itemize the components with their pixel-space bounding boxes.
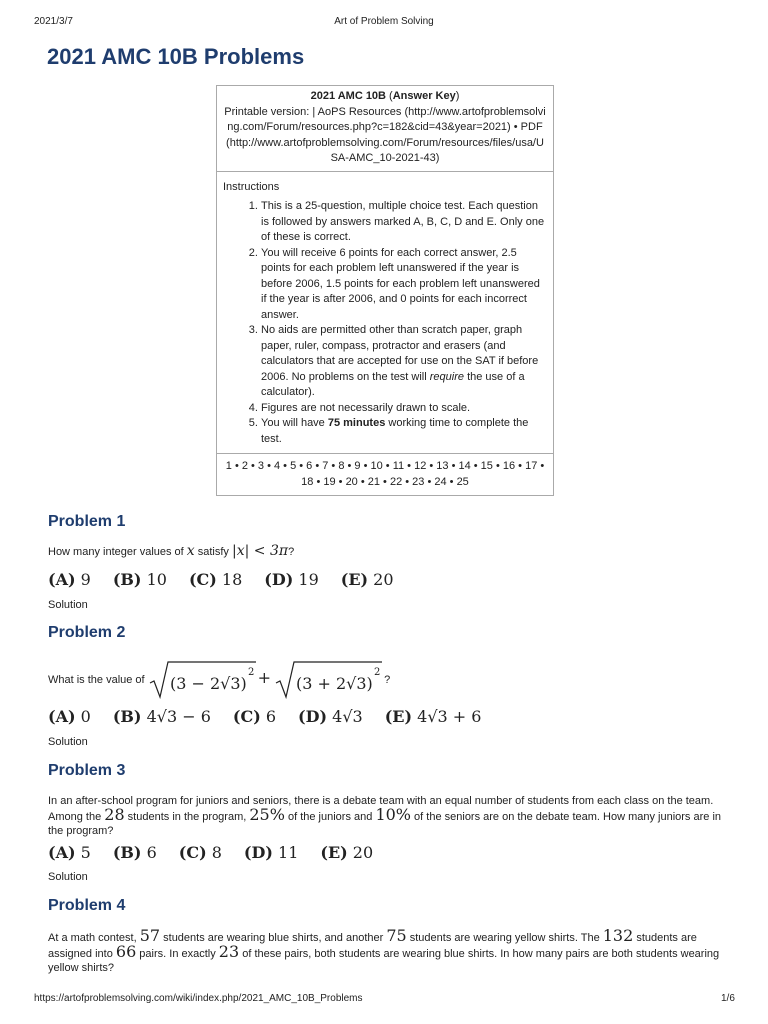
answer-choice: (D) 4√3 — [298, 707, 363, 726]
printable-version-line[interactable]: Printable version: | AoPS Resources (http://www.artofproblemsolving.com/Forum/resources.php?c=182&cid=43&year=2021) • PDF (http://www.artofproblemsolving.com/Forum/resources/files/usa/USA-AMC_10-2021-43) — [224, 105, 546, 164]
print-site-title: Art of Problem Solving — [334, 16, 434, 27]
answer-choice: (C) 8 — [178, 843, 222, 862]
answer-choice: (A) 9 — [48, 570, 91, 589]
answer-choice: (E) 4√3 + 6 — [384, 707, 482, 726]
svg-text:2: 2 — [374, 667, 381, 679]
problem-4-text: At a math contest, 57 students are wearing blue shirts, and another 75 students are wearing yellow shirts. The 132 students are assigned into 66 pairs. In exactly 23 of these pairs, both students are wearing blue shirts. In how many pairs are both students wearing yellow shirts? — [48, 926, 720, 974]
problem-4-heading: Problem 4 — [48, 897, 126, 914]
problem-2-heading: Problem 2 — [48, 624, 126, 641]
instruction-item: 5. You will have 75 minutes working time to complete the test. — [261, 416, 547, 447]
infobox-header: 2021 AMC 10B (Answer Key) Printable version: | AoPS Resources (http://www.artofproblemsolving.com/Forum/resources.php?c=182&cid=43&year=2021) • PDF (http://www.artofproblemsolving.com/Forum/resources/files/usa/USA-AMC_10-2021-43) — [217, 86, 553, 172]
infobox — [216, 85, 554, 496]
page-title: 2021 AMC 10B Problems — [47, 44, 305, 69]
answer-choice: (C) 18 — [188, 570, 243, 589]
answer-choice: (B) 4√3 − 6 — [112, 707, 211, 726]
problem-1-solution-link[interactable]: Solution — [48, 599, 88, 611]
answer-choice: (E) 20 — [340, 570, 394, 589]
problem-1-choices — [48, 570, 416, 589]
instruction-item: 3. No aids are permitted other than scratch paper, graph paper, ruler, compass, protractor and erasers (and calculators that are accepted for use on the SAT if before 2006. No problems on the test will require the use of a calculator). — [261, 323, 547, 401]
answer-choice: (E) 20 — [320, 843, 374, 862]
answer-choice: (A) 5 — [48, 843, 91, 862]
answer-choice: (B) 10 — [112, 570, 167, 589]
answer-choice: (B) 6 — [112, 843, 157, 862]
instruction-item: 2. You will receive 6 points for each correct answer, 2.5 points for each problem left unanswered if the year is before 2006, 1.5 points for each problem left unanswered if the year is after 2006, and 0 points for each incorrect answer. — [261, 246, 547, 324]
page-url: https://artofproblemsolving.com/wiki/index.php/2021_AMC_10B_Problems — [34, 993, 363, 1004]
instruction-item: 1. This is a 25-question, multiple choice test. Each question is followed by answers marked A, B, C, D and E. Only one of these is correct. — [261, 199, 547, 246]
problem-3-heading: Problem 3 — [48, 762, 126, 779]
answer-choice: (C) 6 — [232, 707, 277, 726]
radical-2 — [274, 657, 384, 703]
problem-3-solution-link[interactable]: Solution — [48, 871, 88, 883]
problem-2-choices — [48, 707, 503, 726]
infobox-title: 2021 AMC 10B — [310, 90, 386, 102]
answer-choice: (D) 19 — [264, 570, 319, 589]
problem-1-heading: Problem 1 — [48, 513, 126, 530]
svg-text:2: 2 — [247, 667, 255, 679]
answer-choice: (D) 11 — [243, 843, 299, 862]
svg-text:(3 − 2√3): (3 − 2√3) — [169, 674, 247, 694]
instructions-label: Instructions — [223, 180, 280, 193]
instructions-section — [217, 172, 553, 455]
answer-choice: (A) 0 — [48, 707, 91, 726]
problem-1-text: How many integer values of x satisfy |x| < 3π? — [48, 543, 295, 559]
instruction-item: 4. Figures are not necessarily drawn to scale. — [261, 401, 547, 417]
instructions-list — [223, 199, 547, 447]
problem-3-choices — [48, 843, 395, 862]
page-number: 1/6 — [721, 993, 735, 1004]
radical-1 — [148, 657, 258, 703]
problem-2-solution-link[interactable]: Solution — [48, 736, 88, 748]
svg-text:(3 + 2√3): (3 + 2√3) — [296, 674, 373, 694]
print-date: 2021/3/7 — [34, 16, 73, 27]
problem-3-text: In an after-school program for juniors and seniors, there is a debate team with an equal number of students from each class on the team. Among the 28 students in the program, 25% of the juniors and 10% of the seniors are on the debate team. How many juniors are in the program? — [48, 795, 722, 837]
problem-nav[interactable]: 1 • 2 • 3 • 4 • 5 • 6 • 7 • 8 • 9 • 10 • 11 • 12 • 13 • 14 • 15 • 16 • 17 • 18 • 19 • 20 • 21 • 22 • 23 • 24 • 25 — [225, 460, 545, 488]
answer-key-link[interactable]: Answer Key — [392, 90, 456, 102]
problem-2-text: What is the value of (3 − 2√3) 2 + (3 + 2√3) 2 ? — [48, 655, 728, 701]
